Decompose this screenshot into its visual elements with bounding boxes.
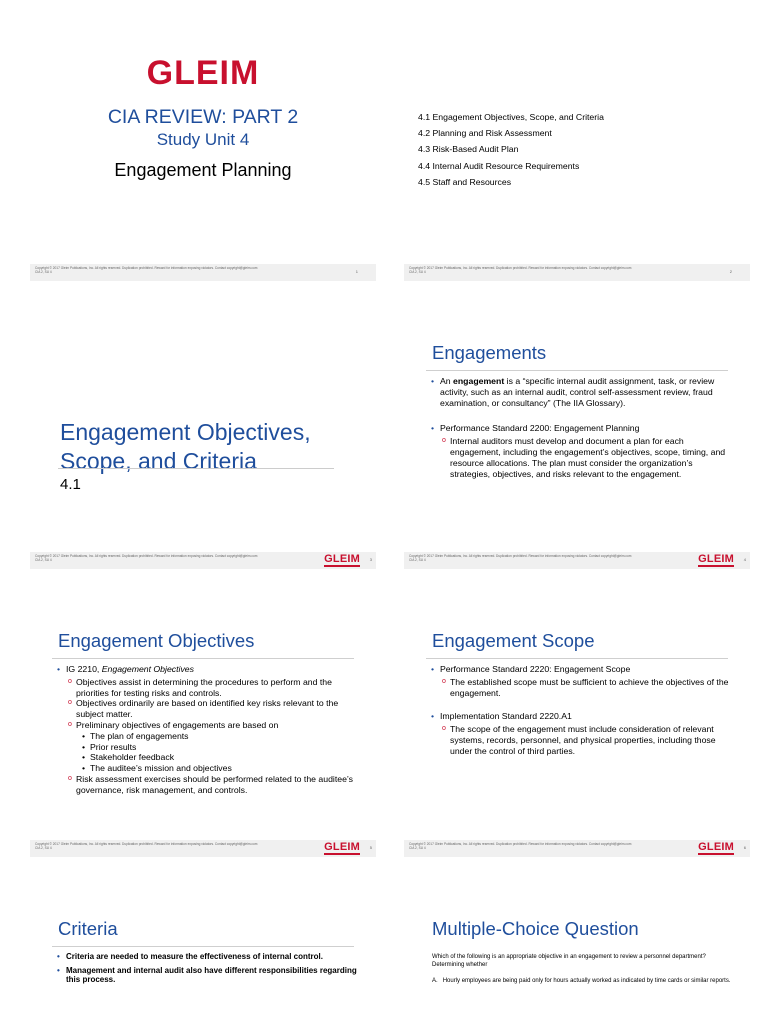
sub-sub-bullet: • Prior results (56, 742, 358, 753)
divider (58, 468, 334, 469)
bullet: • Implementation Standard 2220.A1 (430, 711, 732, 722)
divider (426, 370, 728, 371)
footer-logo: GLEIM (698, 841, 734, 853)
slide-code: CIA 2, SU 4 (409, 270, 426, 274)
copyright-text: Copyright © 2017 Gleim Publications, Inc. All rights reserved. Duplication prohibited. Reward for information exposing violators. Contact copyright@gleim.com (35, 842, 258, 846)
slide-title: Multiple-Choice Question (432, 918, 639, 939)
slide-footer (404, 552, 750, 569)
slide-6 (404, 608, 750, 863)
section-title: Engagement Objectives, Scope, and Criteria (60, 419, 311, 474)
divider (426, 658, 728, 659)
course-title: CIA REVIEW: PART 2 (107, 106, 299, 128)
slide-code: CIA 2, SU 4 (409, 558, 426, 562)
bullet: • IG 2210, Engagement Objectives (56, 664, 358, 675)
footer-logo: GLEIM (324, 841, 360, 853)
sub-sub-bullet: • The plan of engagements (56, 731, 358, 742)
slide-title: Engagements (432, 342, 547, 363)
gleim-logo: GLEIM (146, 54, 260, 92)
study-unit: Study Unit 4 (156, 130, 250, 149)
slide-title: Engagement Objectives (58, 630, 255, 651)
sub-bullet: o Objectives ordinarily are based on identified key risks relevant to the subject matter. (56, 698, 358, 720)
slide-title: Engagement Scope (432, 630, 595, 651)
question-stem: Which of the following is an appropriate objective in an engagement to review a personnel department? Determining whether (432, 954, 706, 968)
sub-sub-bullet: • Stakeholder feedback (56, 752, 358, 763)
slide-7 (30, 896, 376, 1024)
toc-item: 4.4 Internal Audit Resource Requirements (418, 160, 580, 171)
divider (52, 946, 354, 947)
divider (52, 658, 354, 659)
copyright-text: Copyright © 2017 Gleim Publications, Inc. All rights reserved. Duplication prohibited. Reward for information exposing violators. Contact copyright@gleim.com (35, 266, 258, 270)
slide-body (430, 664, 732, 757)
sub-bullet: o Internal auditors must develop and document a plan for each engagement, including the engagement’s objectives, scope, timing, and resource allocations. The plan must consider the organization’s strategies, objectives, and risks relevant to the engagement. (430, 436, 732, 479)
slide-3 (30, 320, 376, 575)
bullet: • Criteria are needed to measure the effectiveness of internal control. (56, 952, 358, 961)
unit-title: Engagement Planning (114, 160, 292, 180)
copyright-text: Copyright © 2017 Gleim Publications, Inc. All rights reserved. Duplication prohibited. Reward for information exposing violators. Contact copyright@gleim.com (409, 266, 632, 270)
slide-footer (30, 264, 376, 281)
slide-footer (30, 840, 376, 857)
footer-logo: GLEIM (698, 553, 734, 565)
sub-bullet: o The established scope must be sufficient to achieve the objectives of the engagement. (430, 677, 732, 699)
slide-code: CIA 2, SU 4 (409, 846, 426, 850)
page-number: 3 (369, 557, 372, 562)
slide-code: CIA 2, SU 4 (35, 270, 52, 274)
toc-item: 4.2 Planning and Risk Assessment (418, 128, 552, 139)
slide-5 (30, 608, 376, 863)
copyright-text: Copyright © 2017 Gleim Publications, Inc. All rights reserved. Duplication prohibited. Reward for information exposing violators. Contact copyright@gleim.com (409, 842, 632, 846)
page-number: 4 (743, 557, 746, 562)
table-of-contents (418, 109, 604, 190)
slide-1 (30, 32, 376, 287)
slide-footer (404, 840, 750, 857)
slide-footer (404, 264, 750, 281)
sub-bullet: o The scope of the engagement must include consideration of relevant systems, records, personnel, and physical properties, including those under the control of third parties. (430, 724, 732, 756)
sub-bullet: o Risk assessment exercises should be performed related to the auditee’s governance, risk management, and controls. (56, 774, 358, 796)
page-number: 5 (369, 845, 372, 850)
toc-item: 4.5 Staff and Resources (418, 176, 512, 187)
slide-8 (404, 896, 750, 1024)
copyright-text: Copyright © 2017 Gleim Publications, Inc. All rights reserved. Duplication prohibited. Reward for information exposing violators. Contact copyright@gleim.com (35, 554, 258, 558)
slide-body (56, 952, 358, 986)
bullet: • An engagement is a “specific internal audit assignment, task, or review activity, such as an internal audit, control self-assessment review, fraud examination, or consultancy” (The IIA Glossary). (430, 376, 732, 408)
toc-item: 4.3 Risk-Based Audit Plan (418, 144, 519, 155)
answer-option-a (432, 978, 732, 986)
slide-4 (404, 320, 750, 575)
slide-title: Criteria (58, 918, 118, 939)
slide-body (430, 376, 732, 479)
section-number: 4.1 (60, 476, 81, 493)
bullet: • Performance Standard 2200: Engagement Planning (430, 423, 732, 434)
sub-sub-bullet: • The auditee’s mission and objectives (56, 763, 358, 774)
slide-2 (404, 32, 750, 287)
footer-logo: GLEIM (324, 553, 360, 565)
slide-footer (30, 552, 376, 569)
slide-code: CIA 2, SU 4 (35, 846, 52, 850)
sub-bullet: o Objectives assist in determining the procedures to perform and the priorities for testing risks and controls. (56, 677, 358, 699)
page-number: 6 (743, 845, 746, 850)
slide-code: CIA 2, SU 4 (35, 558, 52, 562)
page-number: 2 (729, 269, 732, 274)
option-text: Hourly employees are being paid only for hours actually worked as indicated by time cards or similar reports. (442, 978, 731, 984)
option-label: A. (432, 978, 438, 984)
bullet: • Management and internal audit also have different responsibilities regarding this process. (56, 966, 358, 984)
page-number: 1 (355, 269, 358, 274)
slide-body (56, 664, 358, 796)
toc-item: 4.1 Engagement Objectives, Scope, and Criteria (418, 112, 604, 122)
sub-bullet: o Preliminary objectives of engagements are based on (56, 720, 358, 731)
bullet: • Performance Standard 2220: Engagement Scope (430, 664, 732, 675)
copyright-text: Copyright © 2017 Gleim Publications, Inc. All rights reserved. Duplication prohibited. Reward for information exposing violators. Contact copyright@gleim.com (409, 554, 632, 558)
